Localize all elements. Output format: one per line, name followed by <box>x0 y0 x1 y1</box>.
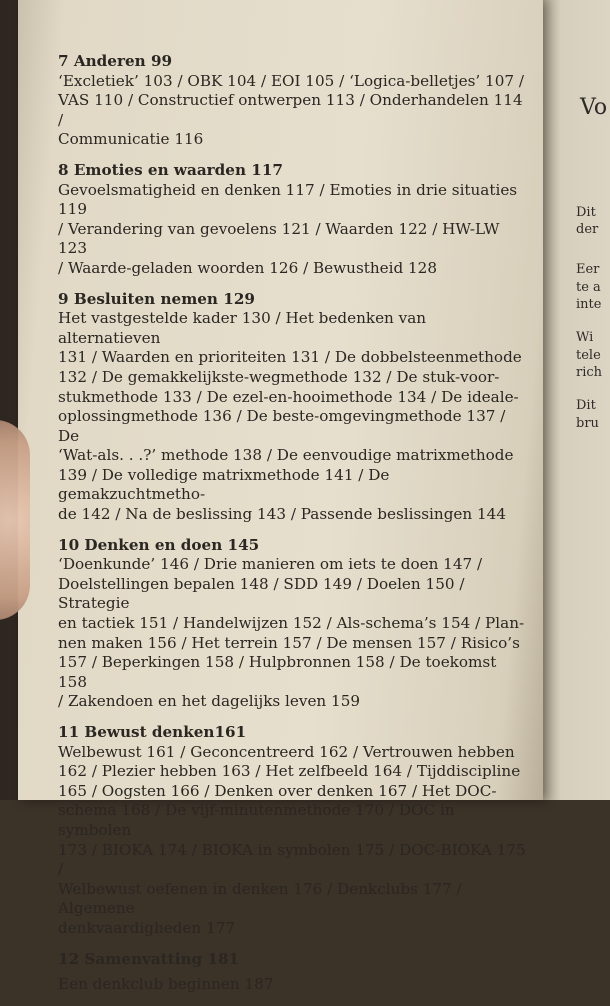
facing-page-text: tele <box>576 348 601 363</box>
toc-line: oplossingmethode 136 / De beste-omgevingmethode 137 / De <box>58 407 506 445</box>
toc-line: ‘Wat-als. . .?’ methode 138 / De eenvoudige matrixmethode <box>58 446 514 465</box>
toc-line: / Waarde-geladen woorden 126 / Bewustheid 128 <box>58 258 438 277</box>
toc-line: schema 168 / De vijf-minutenmethode 170 / DOC in symbolen <box>58 801 455 839</box>
toc-line: / Zakendoen en het dagelijks leven 159 <box>58 692 361 711</box>
facing-page-text: Vo <box>580 95 608 120</box>
toc-line: stukmethode 133 / De ezel-en-hooimethode 134 / De ideale- <box>58 387 519 406</box>
toc-line: Gevoelsmatigheid en denken 117 / Emoties in drie situaties 119 <box>58 180 518 219</box>
toc-line: VAS 110 / Constructief ontwerpen 113 / Onderhandelen 114 / <box>58 91 523 129</box>
facing-page-text: te a <box>576 280 601 295</box>
toc-line: Doelstellingen bepalen 148 / SDD 149 / Doelen 150 / Strategie <box>58 574 465 613</box>
toc-line: ‘Doenkunde’ 146 / Drie manieren om iets te doen 147 / <box>58 555 483 574</box>
facing-page-text: Eer <box>576 262 600 277</box>
chapter-heading: 12 Samenvatting 181 <box>58 949 240 968</box>
toc-line: 157 / Beperkingen 158 / Hulpbronnen 158 / De toekomst 158 <box>58 653 497 691</box>
facing-page <box>540 0 610 800</box>
toc-section <box>58 536 528 712</box>
toc-line: Welbewust 161 / Geconcentreerd 162 / Vertrouwen hebben <box>58 742 515 761</box>
facing-page-text: Wi <box>576 330 594 345</box>
facing-page-text: inte <box>576 297 602 312</box>
toc-section <box>58 290 528 525</box>
toc-line: 131 / Waarden en prioriteiten 131 / De dobbelsteenmethode <box>58 348 522 367</box>
facing-page-text: Dit <box>576 398 596 413</box>
toc-line: 132 / De gemakkelijkste-wegmethode 132 / De stuk-voor- <box>58 367 500 386</box>
toc-line: de 142 / Na de beslissing 143 / Passende beslissingen 144 <box>58 505 507 524</box>
toc-line: ‘Excletiek’ 103 / OBK 104 / EOI 105 / ‘Logica-belletjes’ 107 / <box>58 71 524 90</box>
facing-page-text: bru <box>576 416 599 431</box>
toc-line: en tactiek 151 / Handelwijzen 152 / Als-schema’s 154 / Plan- <box>58 614 525 633</box>
toc-section <box>58 950 528 970</box>
chapter-heading: 10 Denken en doen 145 <box>58 535 260 554</box>
toc-line: 173 / BIOKA 174 / BIOKA in symbolen 175 / DOC-BIOKA 175 / <box>58 840 526 879</box>
chapter-heading: 8 Emoties en waarden 117 <box>58 160 283 179</box>
toc-line: Communicatie 116 <box>58 130 204 149</box>
toc-section <box>58 52 528 150</box>
toc-line: nen maken 156 / Het terrein 157 / De mensen 157 / Risico’s <box>58 633 520 652</box>
toc-section <box>58 723 528 939</box>
toc-line: Een denkclub beginnen 187 <box>58 975 274 994</box>
chapter-heading: 9 Besluiten nemen 129 <box>58 289 255 308</box>
toc-line: 162 / Plezier hebben 163 / Het zelfbeeld 164 / Tijddiscipline <box>58 762 521 781</box>
toc-line: Het vastgestelde kader 130 / Het bedenken van alternatieven <box>58 309 427 347</box>
toc-line: 165 / Oogsten 166 / Denken over denken 167 / Het DOC- <box>58 781 497 800</box>
toc-line: denkvaardigheden 177 <box>58 918 236 937</box>
facing-page-text: Dit <box>576 205 596 220</box>
thumb <box>0 420 30 620</box>
chapter-heading: 11 Bewust denken161 <box>58 723 247 741</box>
toc-line: 139 / De volledige matrixmethode 141 / De gemakzuchtmetho- <box>58 465 390 504</box>
toc-line: Welbewust oefenen in denken 176 / Denkclubs 177 / Algemene <box>58 879 462 918</box>
table-of-contents <box>58 52 528 1006</box>
facing-page-text: der <box>576 222 599 237</box>
chapter-heading: 7 Anderen 99 <box>58 52 173 70</box>
toc-line: / Verandering van gevoelens 121 / Waarden 122 / HW-LW 123 <box>58 219 500 258</box>
toc-section <box>58 975 528 995</box>
facing-page-text: rich <box>576 365 603 380</box>
toc-section <box>58 161 528 279</box>
